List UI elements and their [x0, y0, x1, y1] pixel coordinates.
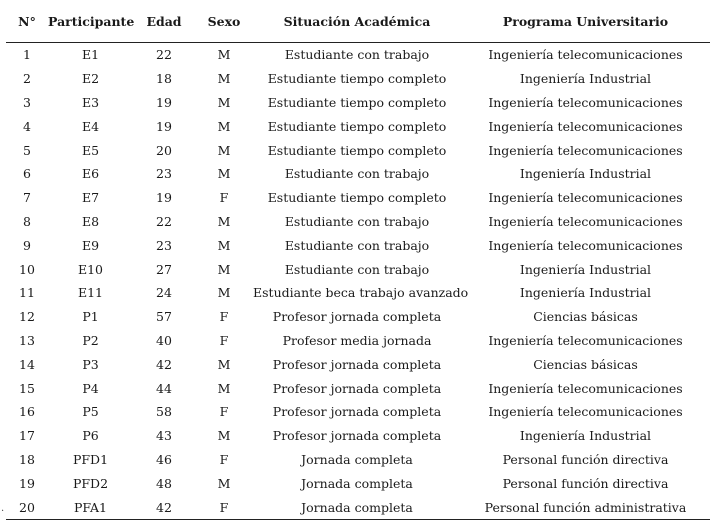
cell-age: 42	[156, 356, 172, 372]
cell-academic-status: Profesor jornada completa	[272, 404, 442, 420]
cell-age: 19	[156, 118, 172, 134]
cell-number: 9	[23, 237, 31, 253]
cell-university-program: Ingeniería telecomunicaciones	[488, 332, 683, 348]
cell-academic-status: Estudiante con trabajo	[284, 237, 430, 253]
cell-academic-status: Estudiante beca trabajo avanzado	[253, 285, 469, 301]
cell-university-program: Ingeniería Industrial	[519, 428, 652, 444]
cell-academic-status: Estudiante tiempo completo	[267, 118, 447, 134]
table-header-row	[6, 0, 710, 43]
cell-participant: E5	[81, 142, 100, 158]
cell-age: 48	[156, 475, 172, 491]
table-row	[6, 233, 710, 257]
cell-university-program: Ingeniería Industrial	[519, 166, 652, 182]
cell-sex: M	[217, 285, 231, 301]
cell-sex: M	[217, 475, 231, 491]
cell-number: 18	[19, 451, 35, 467]
cell-university-program: Personal función administrativa	[461, 495, 710, 519]
cell-sex: M	[217, 380, 231, 396]
participants-table	[6, 0, 710, 520]
table-row	[6, 400, 710, 424]
cell-university-program: Ingeniería telecomunicaciones	[488, 404, 683, 420]
cell-sex: F	[195, 495, 253, 519]
cell-university-program: Ingeniería Industrial	[519, 261, 652, 277]
table-row	[6, 329, 710, 353]
cell-participant: P4	[82, 380, 99, 396]
table-row	[6, 305, 710, 329]
cell-university-program: Ingeniería telecomunicaciones	[488, 190, 683, 206]
cell-participant: E11	[77, 285, 104, 301]
table-row	[6, 352, 710, 376]
cell-sex: F	[219, 309, 229, 325]
cell-age: 19	[156, 190, 172, 206]
cell-age: 23	[156, 166, 172, 182]
cell-participant: E7	[81, 190, 100, 206]
table-row	[6, 91, 710, 115]
table-row	[6, 114, 710, 138]
cell-number: 16	[19, 404, 35, 420]
cell-age: 57	[156, 309, 172, 325]
cell-age: 22	[156, 213, 172, 229]
cell-university-program: Ingeniería Industrial	[519, 71, 652, 87]
cell-participant: PFD2	[72, 475, 109, 491]
cell-sex: M	[217, 94, 231, 110]
cell-number: 8	[23, 213, 31, 229]
cell-number: 5	[23, 142, 31, 158]
cell-academic-status: Profesor media jornada	[282, 332, 432, 348]
cell-academic-status: Profesor jornada completa	[272, 380, 442, 396]
cell-academic-status: Estudiante con trabajo	[284, 47, 430, 63]
cell-academic-status: Estudiante tiempo completo	[267, 71, 447, 87]
cell-academic-status: Jornada completa	[253, 495, 461, 519]
cell-age: 46	[156, 451, 172, 467]
cell-sex: M	[217, 237, 231, 253]
cell-number: 19	[19, 475, 35, 491]
table-row	[6, 257, 710, 281]
cell-sex: F	[219, 190, 229, 206]
cell-age: 43	[156, 428, 172, 444]
cell-academic-status: Estudiante tiempo completo	[267, 142, 447, 158]
cell-participant: E1	[81, 47, 100, 63]
cell-university-program: Personal función directiva	[502, 451, 669, 467]
cell-sex: F	[219, 451, 229, 467]
cell-university-program: Ingeniería telecomunicaciones	[488, 380, 683, 396]
cell-number: 14	[19, 356, 35, 372]
cell-university-program: Ingeniería telecomunicaciones	[488, 47, 683, 63]
cell-age: 42	[133, 495, 195, 519]
header-sex: Sexo	[195, 0, 253, 43]
cell-age: 19	[156, 94, 172, 110]
cell-academic-status: Estudiante tiempo completo	[267, 190, 447, 206]
cell-participant: P6	[82, 428, 99, 444]
cell-sex: M	[217, 71, 231, 87]
cell-participant: P5	[82, 404, 99, 420]
cell-number: 10	[19, 261, 35, 277]
cell-academic-status: Estudiante tiempo completo	[267, 94, 447, 110]
cell-number: 7	[23, 190, 31, 206]
cell-number: 12	[19, 309, 35, 325]
table-row	[6, 376, 710, 400]
cell-sex: M	[217, 166, 231, 182]
cell-sex: M	[217, 356, 231, 372]
cell-sex: F	[219, 404, 229, 420]
cell-participant: E3	[81, 94, 100, 110]
cell-academic-status: Profesor jornada completa	[272, 309, 442, 325]
participants-table-container	[6, 0, 710, 520]
cell-participant: E10	[77, 261, 104, 277]
cell-participant: E6	[81, 166, 100, 182]
table-body	[6, 43, 710, 520]
cell-participant: P1	[82, 309, 99, 325]
cell-number: 2	[23, 71, 31, 87]
cell-sex: F	[219, 332, 229, 348]
table-row	[6, 471, 710, 495]
cell-academic-status: Estudiante con trabajo	[284, 261, 430, 277]
margin-mark: .	[1, 503, 5, 514]
cell-university-program: Personal función directiva	[502, 475, 669, 491]
cell-number: 17	[19, 428, 35, 444]
table-row	[6, 186, 710, 210]
cell-participant: P2	[82, 332, 99, 348]
cell-number: 4	[23, 118, 31, 134]
cell-sex: M	[217, 261, 231, 277]
cell-sex: M	[217, 118, 231, 134]
table-row	[6, 448, 710, 472]
cell-number: 15	[19, 380, 35, 396]
cell-participant: PFD1	[72, 451, 109, 467]
cell-age: 40	[156, 332, 172, 348]
cell-university-program: Ingeniería Industrial	[519, 285, 652, 301]
cell-university-program: Ingeniería telecomunicaciones	[488, 118, 683, 134]
table-row	[6, 495, 710, 519]
cell-university-program: Ingeniería telecomunicaciones	[488, 213, 683, 229]
cell-participant: E9	[81, 237, 100, 253]
cell-age: 58	[156, 404, 172, 420]
cell-participant: E4	[81, 118, 100, 134]
cell-academic-status: Profesor jornada completa	[272, 428, 442, 444]
header-age: Edad	[133, 0, 195, 43]
cell-academic-status: Estudiante con trabajo	[284, 213, 430, 229]
cell-age: 18	[156, 71, 172, 87]
cell-number: 11	[19, 285, 35, 301]
cell-age: 27	[156, 261, 172, 277]
table-row	[6, 138, 710, 162]
header-academic-status: Situación Académica	[253, 0, 461, 43]
cell-university-program: Ingeniería telecomunicaciones	[488, 94, 683, 110]
cell-age: 24	[156, 285, 172, 301]
cell-academic-status: Profesor jornada completa	[272, 356, 442, 372]
cell-sex: M	[217, 213, 231, 229]
cell-number: 20	[6, 495, 48, 519]
cell-number: 1	[23, 47, 31, 63]
cell-university-program: Ciencias básicas	[533, 309, 638, 325]
header-university-program: Programa Universitario	[461, 0, 710, 43]
cell-age: 22	[156, 47, 172, 63]
cell-sex: M	[217, 142, 231, 158]
cell-academic-status: Jornada completa	[301, 451, 413, 467]
cell-academic-status: Jornada completa	[301, 475, 413, 491]
table-row	[6, 210, 710, 234]
cell-number: 13	[19, 332, 35, 348]
cell-sex: M	[217, 428, 231, 444]
cell-participant: P3	[82, 356, 99, 372]
table-row	[6, 424, 710, 448]
cell-age: 44	[156, 380, 172, 396]
cell-age: 20	[156, 142, 172, 158]
cell-university-program: Ingeniería telecomunicaciones	[488, 237, 683, 253]
cell-participant: PFA1	[48, 495, 133, 519]
header-number: N°	[6, 0, 48, 43]
table-row	[6, 281, 710, 305]
table-row	[6, 43, 710, 67]
cell-participant: E2	[81, 71, 100, 87]
cell-sex: M	[217, 47, 231, 63]
cell-participant: E8	[81, 213, 100, 229]
cell-number: 3	[23, 94, 31, 110]
table-row	[6, 162, 710, 186]
header-participant: Participante	[48, 0, 133, 43]
cell-university-program: Ciencias básicas	[533, 356, 638, 372]
cell-academic-status: Estudiante con trabajo	[284, 166, 430, 182]
cell-number: 6	[23, 166, 31, 182]
cell-age: 23	[156, 237, 172, 253]
table-row	[6, 67, 710, 91]
cell-university-program: Ingeniería telecomunicaciones	[488, 142, 683, 158]
